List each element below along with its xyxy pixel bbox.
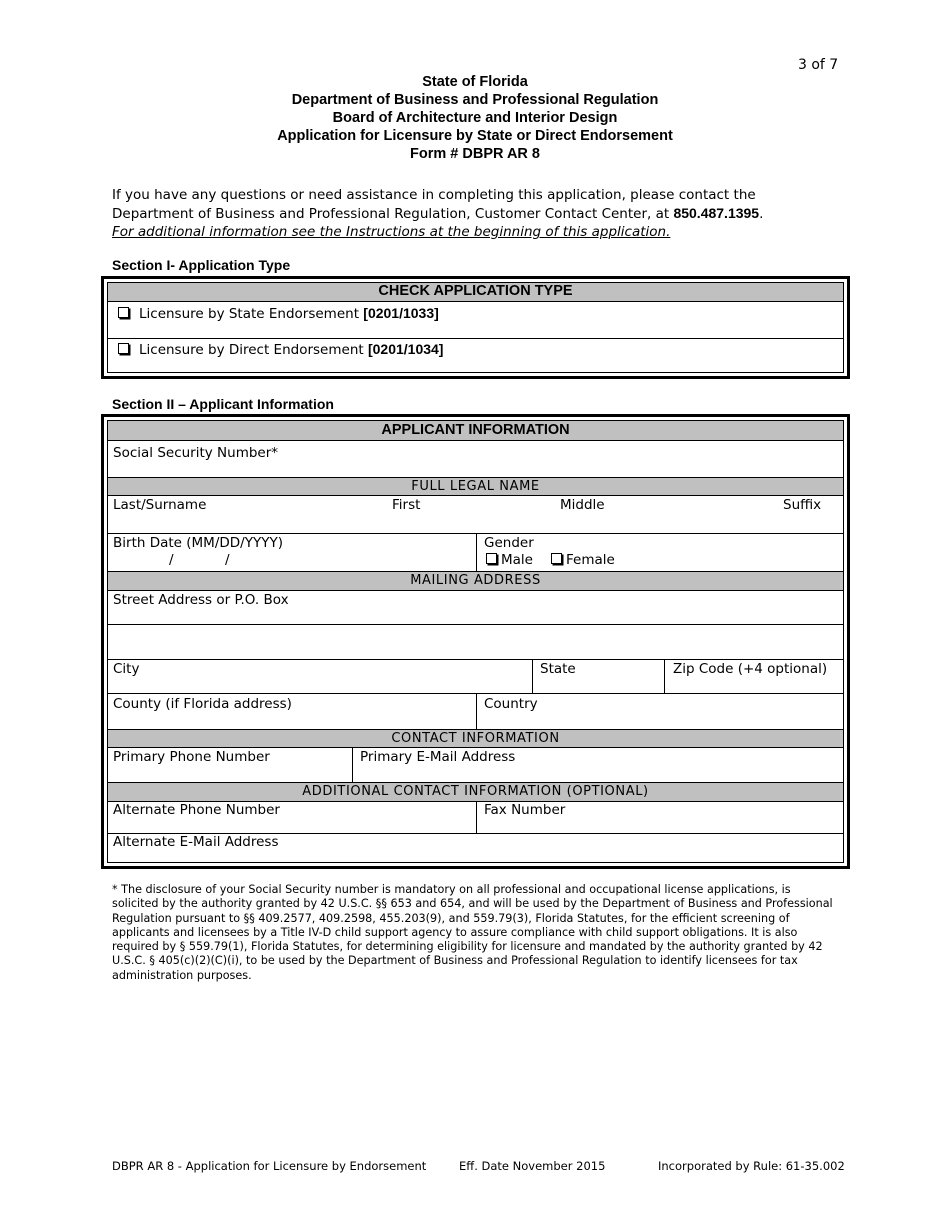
- option-row-state: [108, 302, 843, 339]
- street-address-label: Street Address or P.O. Box: [113, 592, 289, 608]
- page-number: 3 of 7: [798, 57, 839, 73]
- birth-gender-row: [108, 534, 843, 571]
- option-direct-code: [0201/1034]: [367, 341, 444, 357]
- option-direct-label: Licensure by Direct Endorsement: [139, 342, 368, 358]
- county-label: County (if Florida address): [113, 696, 292, 712]
- checkbox-female[interactable]: [551, 553, 562, 564]
- application-type-table: [101, 276, 850, 379]
- alt-phone-fax-row: [108, 802, 843, 834]
- female-label: Female: [566, 552, 615, 568]
- state-label: State: [540, 661, 576, 677]
- fax-number-label: Fax Number: [484, 802, 566, 818]
- county-country-row: [108, 694, 843, 729]
- name-row[interactable]: [108, 496, 843, 534]
- birth-date-sep-2: /: [225, 552, 230, 568]
- mailing-address-header: MAILING ADDRESS: [108, 571, 843, 591]
- additional-contact-header: ADDITIONAL CONTACT INFORMATION (OPTIONAL): [108, 782, 843, 802]
- checkbox-direct-endorsement[interactable]: [118, 343, 129, 354]
- header-department: Department of Business and Professional Regulation: [291, 92, 659, 108]
- form-header: [0, 73, 950, 163]
- primary-phone-label: Primary Phone Number: [113, 749, 270, 765]
- full-legal-name-header: FULL LEGAL NAME: [108, 477, 843, 496]
- gender-label: Gender: [484, 535, 534, 551]
- contact-information-header: CONTACT INFORMATION: [108, 729, 843, 748]
- section2-title: Section II – Applicant Information: [112, 396, 334, 412]
- contact-phone: 850.487.1395: [673, 205, 760, 221]
- suffix-label: Suffix: [783, 497, 822, 513]
- application-type-header: CHECK APPLICATION TYPE: [108, 283, 843, 302]
- intro-text: If you have any questions or need assistance in completing this application, please contact the Department of Business and Professional Regulation, Customer Contact Center, at: [112, 187, 756, 222]
- header-application-title: Application for Licensure by State or Direct Endorsement: [277, 128, 673, 144]
- zip-code-label: Zip Code (+4 optional): [673, 661, 828, 677]
- gender-male-option[interactable]: [486, 552, 533, 568]
- option-state-label: Licensure by State Endorsement: [139, 306, 364, 322]
- street-address-field[interactable]: [108, 591, 843, 625]
- ssn-disclosure-footnote: * The disclosure of your Social Security number is mandatory on all professional and occupational license applications, is solicited by the authority granted by 42 U.S.C. §§ 653 and 654, and will be used by the Department of Business and Professional Regulation pursuant to §§ 409.2577, 409.2598, 455.203(9), and 559.79(3), Florida Statutes, for the efficient screening of applicants and licensees by a Title IV-D child support agency to assure compliance with child support obligations. It is also required by § 559.79(1), Florida Statutes, for determining eligibility for licensure and mandated by the authority granted by 42 U.S.C. § 405(c)(2)(C)(i), to be used by the Department of Business and Professional Regulation to identify licensees for tax administration purposes.: [112, 883, 833, 982]
- alternate-phone-label: Alternate Phone Number: [113, 802, 280, 818]
- primary-contact-row: [108, 748, 843, 782]
- option-state-endorsement[interactable]: [118, 305, 439, 322]
- footer-form-name: DBPR AR 8 - Application for Licensure by Endorsement: [112, 1159, 427, 1173]
- alternate-email-label: Alternate E-Mail Address: [113, 834, 279, 850]
- intro-period: .: [759, 206, 764, 222]
- intro-paragraph: [112, 186, 832, 241]
- middle-name-label: Middle: [560, 497, 605, 513]
- city-label: City: [113, 661, 140, 677]
- footer-effective-date: Eff. Date November 2015: [459, 1159, 606, 1173]
- street-address-line-2[interactable]: [108, 625, 843, 660]
- alt-email-field[interactable]: [108, 834, 843, 862]
- gender-female-option[interactable]: [551, 552, 615, 568]
- option-state-code: [0201/1033]: [363, 305, 439, 321]
- header-board: Board of Architecture and Interior Design: [332, 110, 618, 126]
- male-label: Male: [501, 552, 533, 568]
- primary-email-label: Primary E-Mail Address: [360, 749, 516, 765]
- option-row-direct: [108, 339, 843, 375]
- header-form-number: Form # DBPR AR 8: [410, 146, 540, 162]
- ssn-field[interactable]: [108, 441, 843, 477]
- checkbox-state-endorsement[interactable]: [118, 307, 129, 318]
- first-name-label: First: [392, 497, 421, 513]
- section1-title: Section I- Application Type: [112, 257, 291, 273]
- ssn-label: Social Security Number*: [113, 445, 279, 461]
- birth-date-label: Birth Date (MM/DD/YYYY): [113, 535, 283, 551]
- city-state-zip-row: [108, 660, 843, 694]
- country-label: Country: [484, 696, 538, 712]
- applicant-information-table: [101, 414, 850, 869]
- instructions-note: For additional information see the Instructions at the beginning of this application.: [112, 224, 671, 240]
- birth-date-sep-1: /: [169, 552, 174, 568]
- header-state: State of Florida: [422, 74, 528, 90]
- applicant-information-header: APPLICANT INFORMATION: [108, 421, 843, 441]
- checkbox-male[interactable]: [486, 553, 497, 564]
- option-direct-endorsement[interactable]: [118, 341, 443, 358]
- footer-rule: Incorporated by Rule: 61-35.002: [658, 1159, 845, 1173]
- last-name-label: Last/Surname: [113, 497, 207, 513]
